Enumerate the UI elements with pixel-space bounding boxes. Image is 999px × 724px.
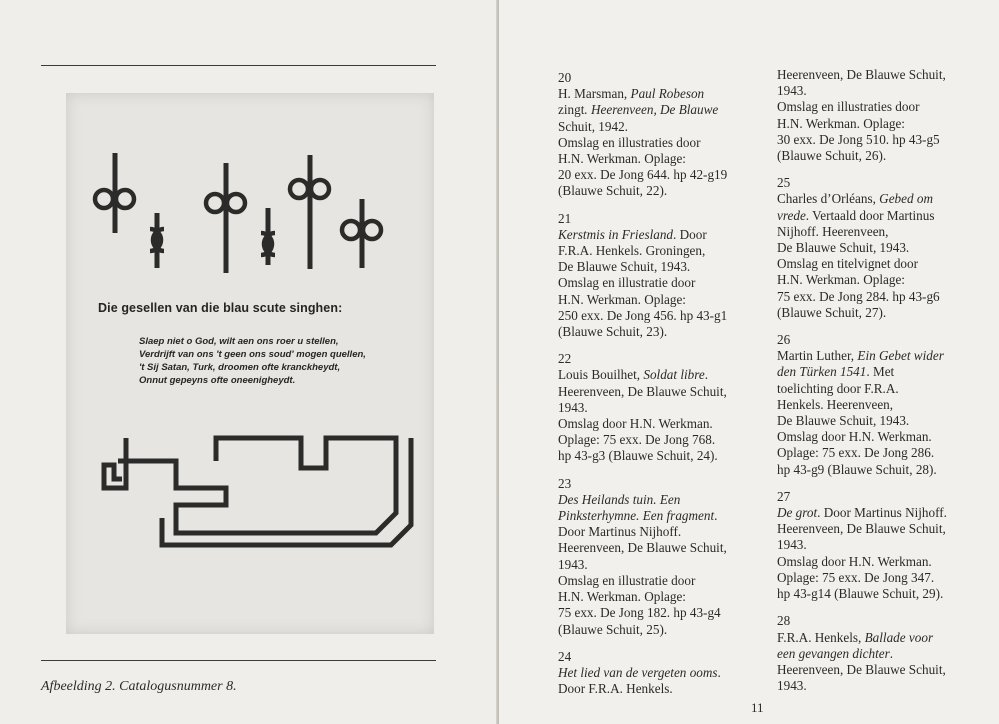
verse-line: Onnut gepeyns ofte oneenigheydt. bbox=[139, 375, 296, 386]
entry-text: 1943. bbox=[558, 399, 588, 415]
entry-line bbox=[558, 183, 763, 199]
entry-text: 250 exx. De Jong 456. hp 43-g1 bbox=[558, 307, 728, 323]
entry-text: De Blauwe Schuit, 1943. bbox=[558, 259, 691, 275]
entry-text: Heerenveen, De Blauwe Schuit, bbox=[777, 661, 946, 677]
entry-text: (Blauwe Schuit, 22). bbox=[558, 183, 668, 199]
entry-text: H.N. Werkman. Oplage: bbox=[558, 291, 686, 307]
entry-line bbox=[777, 521, 982, 537]
entry-line bbox=[777, 678, 982, 694]
right-page bbox=[499, 0, 999, 724]
catalogue-entry bbox=[558, 476, 763, 638]
entry-line bbox=[777, 289, 982, 305]
entry-line bbox=[558, 308, 763, 324]
entry-line bbox=[777, 191, 982, 207]
entry-line bbox=[777, 646, 982, 662]
entry-line bbox=[558, 508, 763, 524]
entry-line bbox=[777, 462, 982, 478]
entry-text: Omslag en illustraties door bbox=[777, 99, 920, 115]
entry-line bbox=[777, 554, 982, 570]
entry-line bbox=[558, 119, 763, 135]
entry-line bbox=[558, 102, 763, 118]
verse-line: 't Sij Satan, Turk, droomen ofte kranckheydt, bbox=[139, 362, 341, 373]
entry-line bbox=[777, 272, 982, 288]
catalogue-column-left bbox=[558, 70, 763, 708]
entry-line bbox=[558, 573, 763, 589]
figure-caption: Afbeelding 2. Catalogusnummer 8. bbox=[41, 679, 237, 694]
entry-text: 75 exx. De Jong 284. hp 43-g6 bbox=[777, 288, 940, 304]
entry-line bbox=[777, 132, 982, 148]
catalogue-column-right bbox=[777, 67, 982, 705]
entry-line bbox=[777, 630, 982, 646]
entry-line bbox=[558, 292, 763, 308]
entry-text: Omslag en illustratie door bbox=[558, 572, 696, 588]
entry-text: Heerenveen, De Blauwe Schuit, bbox=[558, 540, 727, 556]
entry-line bbox=[777, 537, 982, 553]
entry-line bbox=[558, 524, 763, 540]
entry-line bbox=[558, 135, 763, 151]
entry-line bbox=[558, 86, 763, 102]
entry-line bbox=[777, 445, 982, 461]
entry-text: 20 exx. De Jong 644. hp 42-g19 bbox=[558, 167, 728, 183]
entry-number: 22 bbox=[558, 351, 572, 367]
entry-line bbox=[558, 540, 763, 556]
entry-title-italic: Kerstmis in Friesland bbox=[558, 226, 674, 242]
entry-text: . bbox=[714, 508, 718, 524]
entry-line bbox=[777, 364, 982, 380]
verse-line: Verdrijft van ons 't geen ons soud' mogen quellen, bbox=[139, 349, 366, 360]
entry-text: F.R.A. Henkels, bbox=[777, 629, 865, 645]
entry-text: hp 43-g14 (Blauwe Schuit, 29). bbox=[777, 586, 944, 602]
entry-line bbox=[777, 429, 982, 445]
entry-text: Heerenveen, De Blauwe Schuit, bbox=[558, 383, 727, 399]
entry-line bbox=[558, 384, 763, 400]
entry-line bbox=[777, 397, 982, 413]
entry-line bbox=[777, 570, 982, 586]
entry-text: Nijhoff. Heerenveen, bbox=[777, 223, 889, 239]
entry-text: Martin Luther, bbox=[777, 348, 858, 364]
entry-text: De Blauwe Schuit, 1943. bbox=[777, 413, 910, 429]
entry-text: hp 43-g9 (Blauwe Schuit, 28). bbox=[777, 461, 937, 477]
entry-text: . Met bbox=[866, 364, 895, 380]
entry-line bbox=[777, 505, 982, 521]
entry-line bbox=[558, 416, 763, 432]
entry-text: Omslag en titelvignet door bbox=[777, 256, 919, 272]
entry-line bbox=[777, 413, 982, 429]
entry-text: . bbox=[889, 645, 894, 661]
entry-title-italic: een gevangen dichter bbox=[777, 645, 890, 661]
entry-line bbox=[777, 148, 982, 164]
entry-number: 21 bbox=[558, 210, 572, 226]
entry-text: (Blauwe Schuit, 23). bbox=[558, 324, 668, 340]
entry-title-italic: den Türken 1541 bbox=[777, 364, 867, 380]
entry-text: (Blauwe Schuit, 26). bbox=[777, 148, 887, 164]
entry-text: . Vertaald door Martinus bbox=[805, 207, 935, 223]
plate-verse bbox=[139, 335, 429, 387]
entry-line bbox=[558, 448, 763, 464]
entry-text: Henkels. Heerenveen, bbox=[777, 396, 894, 412]
entry-text: 1943. bbox=[777, 83, 807, 99]
entry-title-italic: . Heerenveen, De Blauwe bbox=[584, 102, 719, 118]
catalogue-entry bbox=[558, 211, 763, 341]
entry-line bbox=[558, 665, 763, 681]
entry-line bbox=[777, 208, 982, 224]
entry-text: H. Marsman, bbox=[558, 86, 631, 102]
entry-line bbox=[777, 224, 982, 240]
entry-title-italic: De grot bbox=[777, 505, 818, 521]
entry-line bbox=[777, 67, 982, 83]
entry-text: (Blauwe Schuit, 27). bbox=[777, 304, 887, 320]
entry-line bbox=[558, 492, 763, 508]
entry-line bbox=[777, 116, 982, 132]
entry-line bbox=[558, 324, 763, 340]
entry-text: . bbox=[717, 664, 721, 680]
entry-line bbox=[558, 227, 763, 243]
entry-line bbox=[558, 589, 763, 605]
entry-text: Schuit, 1942. bbox=[558, 118, 628, 134]
catalogue-entry bbox=[777, 175, 982, 321]
entry-text: Door Martinus Nijhoff. bbox=[558, 524, 682, 540]
bottom-rule bbox=[41, 660, 436, 661]
entry-text: zingt bbox=[558, 102, 585, 118]
entry-text: Charles d’Orléans, bbox=[777, 191, 880, 207]
entry-text: Omslag en illustratie door bbox=[558, 275, 696, 291]
entry-text: Heerenveen, De Blauwe Schuit, bbox=[777, 521, 946, 537]
entry-line bbox=[777, 256, 982, 272]
entry-line bbox=[777, 99, 982, 115]
entry-text: H.N. Werkman. Oplage: bbox=[558, 151, 686, 167]
entry-text: H.N. Werkman. Oplage: bbox=[777, 272, 905, 288]
entry-line bbox=[558, 243, 763, 259]
catalogue-entry bbox=[777, 332, 982, 478]
left-page bbox=[0, 0, 498, 724]
entry-line bbox=[558, 557, 763, 573]
entry-title-italic: Pinksterhymne. Een fragment bbox=[558, 508, 715, 524]
entry-line bbox=[777, 240, 982, 256]
entry-title-italic: Soldat libre bbox=[643, 367, 705, 383]
entry-title-italic: vrede bbox=[777, 207, 806, 223]
entry-line bbox=[777, 305, 982, 321]
entry-title-italic: Des Heilands tuin. Een bbox=[558, 491, 681, 507]
catalogue-entry bbox=[558, 649, 763, 698]
entry-line bbox=[777, 381, 982, 397]
plate-heading: Die gesellen van die blau scute singhen: bbox=[98, 301, 343, 315]
entry-text: (Blauwe Schuit, 25). bbox=[558, 621, 668, 637]
entry-line bbox=[558, 432, 763, 448]
entry-line bbox=[558, 367, 763, 383]
entry-text: Door F.R.A. Henkels. bbox=[558, 681, 673, 697]
entry-line bbox=[558, 151, 763, 167]
entry-number: 25 bbox=[777, 175, 791, 191]
entry-line bbox=[558, 681, 763, 697]
entry-text: 1943. bbox=[777, 678, 807, 694]
catalogue-entry bbox=[777, 67, 982, 164]
entry-text: Oplage: 75 exx. De Jong 347. bbox=[777, 569, 935, 585]
entry-title-italic: Ein Gebet wider bbox=[857, 348, 944, 364]
entry-text: H.N. Werkman. Oplage: bbox=[558, 589, 686, 605]
entry-text: . Door Martinus Nijhoff. bbox=[817, 505, 947, 521]
entry-line bbox=[777, 662, 982, 678]
entry-title-italic: Gebed om bbox=[879, 191, 934, 207]
top-rule bbox=[41, 65, 436, 66]
entry-text: H.N. Werkman. Oplage: bbox=[777, 115, 905, 131]
entry-text: 1943. bbox=[777, 537, 807, 553]
entry-text: Oplage: 75 exx. De Jong 768. bbox=[558, 432, 716, 448]
entry-text: De Blauwe Schuit, 1943. bbox=[777, 240, 910, 256]
entry-text: hp 43-g3 (Blauwe Schuit, 24). bbox=[558, 448, 718, 464]
entry-text: toelichting door F.R.A. bbox=[777, 380, 899, 396]
entry-number: 27 bbox=[777, 488, 791, 504]
entry-number: 23 bbox=[558, 475, 572, 491]
entry-text: 30 exx. De Jong 510. hp 43-g5 bbox=[777, 131, 940, 147]
entry-line bbox=[558, 259, 763, 275]
entry-text: Omslag door H.N. Werkman. bbox=[777, 429, 932, 445]
entry-line bbox=[558, 605, 763, 621]
entry-line bbox=[558, 622, 763, 638]
entry-title-italic: Ballade voor bbox=[864, 629, 934, 645]
entry-text: 1943. bbox=[558, 556, 588, 572]
entry-title-italic: Paul Robeson bbox=[630, 86, 705, 102]
catalogue-entry bbox=[558, 70, 763, 200]
entry-text: Oplage: 75 exx. De Jong 286. bbox=[777, 445, 935, 461]
entry-number: 28 bbox=[777, 613, 791, 629]
catalogue-entry bbox=[777, 489, 982, 602]
entry-line bbox=[777, 83, 982, 99]
page-number: 11 bbox=[751, 700, 764, 715]
entry-number: 20 bbox=[558, 70, 572, 85]
entry-text: Omslag door H.N. Werkman. bbox=[558, 416, 713, 432]
entry-line bbox=[558, 400, 763, 416]
entry-text: Heerenveen, De Blauwe Schuit, bbox=[777, 67, 946, 82]
verse-line: Slaep niet o God, wilt aen ons roer u stellen, bbox=[139, 336, 339, 347]
entry-line bbox=[777, 586, 982, 602]
catalogue-entry bbox=[777, 613, 982, 694]
entry-text: 75 exx. De Jong 182. hp 43-g4 bbox=[558, 605, 721, 621]
entry-text: Omslag en illustraties door bbox=[558, 134, 701, 150]
entry-text: Louis Bouilhet, bbox=[558, 367, 644, 383]
entry-line bbox=[558, 167, 763, 183]
entry-text: . Door bbox=[673, 226, 707, 242]
entry-number: 26 bbox=[777, 332, 791, 348]
entry-text: . bbox=[704, 367, 709, 383]
catalogue-entry bbox=[558, 351, 763, 464]
entry-line bbox=[777, 348, 982, 364]
illustration-plate bbox=[66, 93, 434, 634]
entry-line bbox=[558, 275, 763, 291]
entry-title-italic: Het lied van de vergeten ooms bbox=[558, 664, 718, 680]
entry-number: 24 bbox=[558, 648, 572, 664]
entry-text: Omslag door H.N. Werkman. bbox=[777, 553, 932, 569]
entry-text: F.R.A. Henkels. Groningen, bbox=[558, 243, 706, 259]
